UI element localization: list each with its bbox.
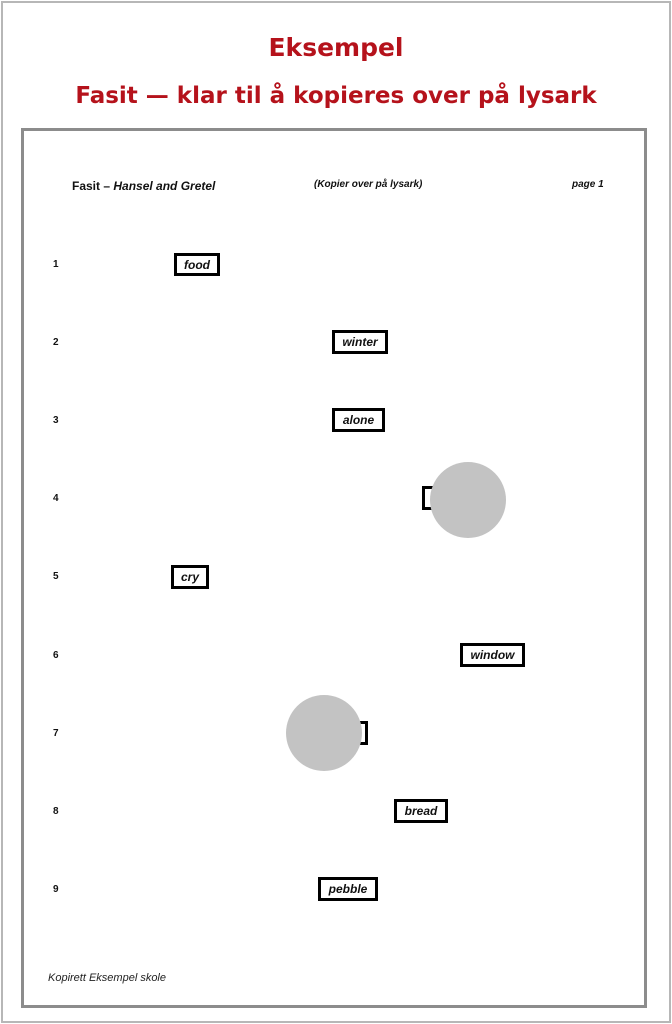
sheet-story-title: Hansel and Gretel [113, 179, 216, 193]
answer-box-3: alone [332, 408, 385, 432]
row-number-3: 3 [53, 415, 59, 426]
answer-box-6: window [460, 643, 525, 667]
row-number-9: 9 [53, 884, 59, 895]
row-number-6: 6 [53, 650, 59, 661]
row-number-5: 5 [53, 571, 59, 582]
answer-box-8: bread [394, 799, 448, 823]
row-number-8: 8 [53, 806, 59, 817]
answer-box-1: food [174, 253, 220, 276]
row-number-2: 2 [53, 337, 59, 348]
row-number-7: 7 [53, 728, 59, 739]
answer-box-9: pebble [318, 877, 378, 901]
redaction-circle [286, 695, 362, 771]
sheet-note: (Kopier over på lysark) [314, 179, 423, 190]
answer-box-2: winter [332, 330, 388, 354]
answer-sheet [21, 128, 647, 1008]
answer-box-5: cry [171, 565, 209, 589]
row-number-4: 4 [53, 493, 59, 504]
row-number-1: 1 [53, 259, 59, 270]
sheet-title [72, 179, 215, 193]
redaction-circle [430, 462, 506, 538]
sheet-title-label: Fasit – [72, 179, 111, 193]
copyright-footer: Kopirett Eksempel skole [48, 972, 166, 984]
page-title: Eksempel [268, 33, 404, 62]
sheet-page-number: page 1 [572, 179, 604, 190]
page-subtitle: Fasit — klar til å kopieres over på lysark [75, 83, 597, 109]
